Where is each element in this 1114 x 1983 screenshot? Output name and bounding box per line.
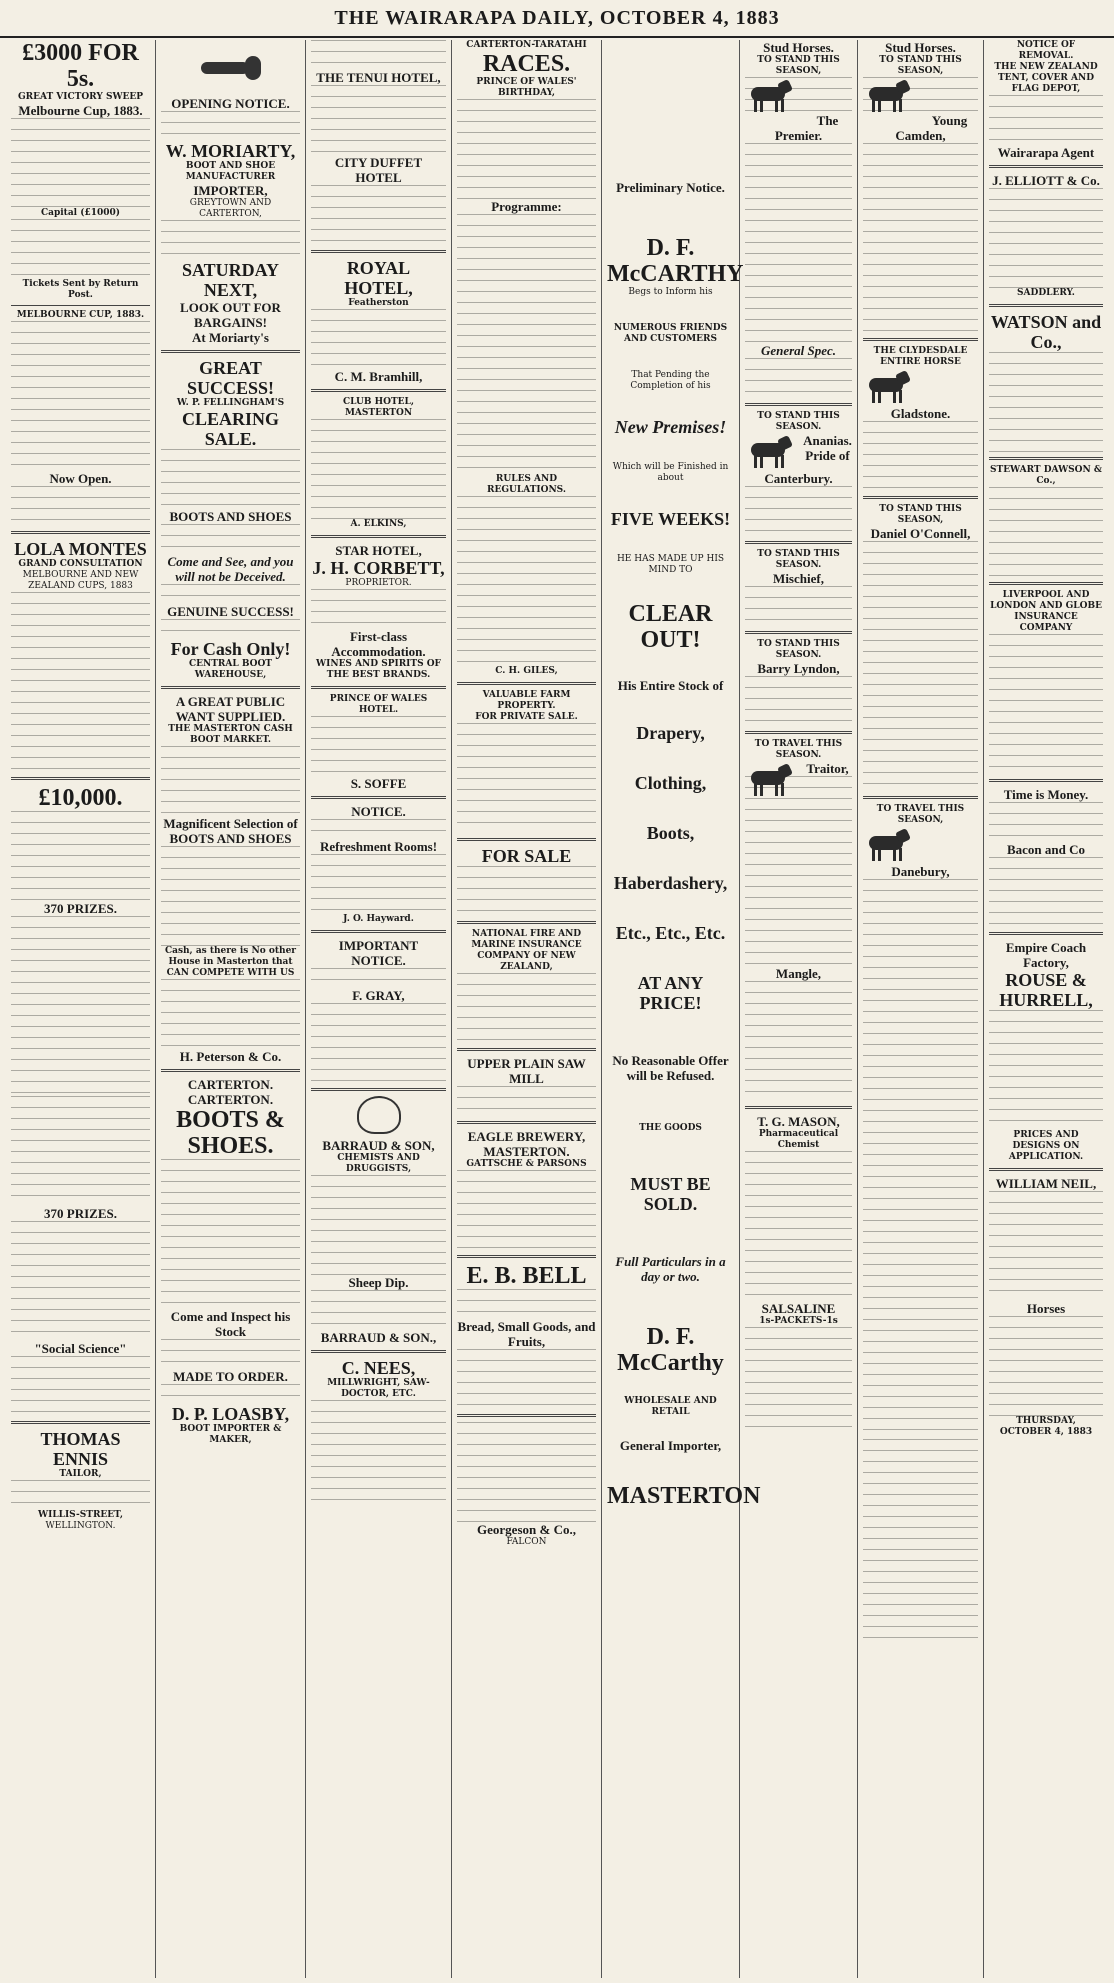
hayward: J. O. Hayward. — [343, 914, 414, 924]
made-up-mind: HE HAS MADE UP HIS MIND TO — [616, 554, 725, 575]
social-science: "Social Science" — [34, 1341, 127, 1356]
boots-shoes-big: BOOTS & SHOES. — [176, 1107, 285, 1159]
fellingham: W. P. FELLINGHAM'S — [176, 398, 285, 408]
danebury: Danebury, — [891, 864, 950, 879]
sweep-capital: Capital (£1000) — [40, 208, 121, 218]
tent-depot: THE NEW ZEALAND TENT, COVER AND FLAG DEPOT, — [994, 62, 1098, 94]
pending-completion: That Pending the Completion of his — [630, 370, 711, 391]
sweep-name: GREAT VICTORY SWEEP — [17, 92, 144, 102]
greytown-carterton: GREYTOWN AND CARTERTON, — [189, 198, 272, 219]
eagle-brewery: EAGLE BREWERY, MASTERTON. — [467, 1129, 586, 1159]
pharmaceutical-chemist: Pharmaceutical Chemist — [758, 1129, 839, 1150]
boots-and-shoes: BOOTS AND SHOES — [169, 509, 292, 524]
upper-plain-saw-mill: UPPER PLAIN SAW MILL — [467, 1056, 586, 1086]
salsaline: SALSALINE — [761, 1301, 836, 1316]
traitor: Traitor, — [806, 761, 849, 776]
prince-of-wales-hotel: PRINCE OF WALES HOTEL. — [329, 694, 428, 715]
come-and-see: Come and See, and you will not be Deceived. — [167, 554, 294, 584]
clydesdale: THE CLYDESDALE ENTIRE HORSE — [873, 346, 968, 367]
mccarthy-2: D. F. McCarthy — [617, 1324, 724, 1376]
liverpool-globe: LIVERPOOL AND LONDON AND GLOBE INSURANCE COMPANY — [990, 590, 1102, 633]
pointing-hand-icon — [201, 48, 261, 88]
for-cash-only: For Cash Only! — [170, 639, 291, 659]
cup-1883: MELBOURNE CUP, 1883. — [16, 310, 145, 320]
peterson: H. Peterson & Co. — [179, 1049, 282, 1064]
young-camden: Young Camden, — [895, 113, 968, 143]
chemists: CHEMISTS AND DRUGGISTS, — [337, 1153, 420, 1174]
preliminary-notice: Preliminary Notice. — [616, 180, 725, 195]
column-8 — [984, 40, 1108, 1978]
to-stand-3: TO STAND THIS SEASON. — [757, 549, 840, 570]
private-sale: FOR PRIVATE SALE. — [475, 712, 578, 722]
clearing-sale: CLEARING SALE. — [181, 409, 279, 449]
loasby: D. P. LOASBY, — [171, 1404, 290, 1424]
barraud-son-2: BARRAUD & SON., — [320, 1330, 437, 1345]
genuine-success: GENUINE SUCCESS! — [167, 604, 294, 619]
refreshment-rooms: Refreshment Rooms! — [319, 839, 438, 854]
at-moriartys: At Moriarty's — [192, 330, 269, 345]
for-sale: FOR SALE — [481, 846, 572, 866]
c-nees: C. NEES, — [341, 1358, 416, 1378]
ten-thousand: £10,000. — [38, 785, 123, 811]
tenui-hotel: THE TENUI HOTEL, — [316, 70, 441, 85]
full-particulars: Full Particulars in a day or two. — [615, 1254, 726, 1284]
entire-stock: His Entire Stock of — [617, 678, 724, 693]
national-insurance: NATIONAL FIRE AND MARINE INSURANCE COMPANY OF NEW ZEALAND, — [471, 929, 582, 972]
notice-removal: NOTICE OF REMOVAL. — [1016, 40, 1076, 61]
empire-coach: Empire Coach Factory, — [1005, 940, 1087, 970]
central-boot-warehouse: CENTRAL BOOT WAREHOUSE, — [188, 659, 273, 680]
carterton-x2: CARTERTON. CARTERTON. — [187, 1077, 274, 1107]
lola-montes: LOLA MONTES — [14, 539, 147, 559]
column-5 — [602, 40, 761, 1978]
inspect-stock: Come and Inspect his Stock — [170, 1309, 291, 1339]
column-1 — [6, 40, 156, 1978]
great-success: GREAT SUCCESS! — [186, 358, 275, 398]
must-be-sold: MUST BE SOLD. — [630, 1174, 711, 1214]
general-importer: General Importer, — [619, 1438, 722, 1453]
time-is-money: Time is Money. — [1003, 787, 1089, 802]
begs-inform: Begs to Inform his — [628, 287, 713, 297]
farm-property: VALUABLE FARM PROPERTY. — [482, 690, 571, 711]
elkins: A. ELKINS, — [350, 519, 407, 529]
haberdashery: Haberdashery, — [613, 873, 728, 893]
to-travel-1: TO TRAVEL THIS SEASON. — [754, 739, 843, 760]
finished-about: Which will be Finished in about — [612, 462, 729, 483]
to-stand-1: TO STAND THIS SEASON, — [757, 55, 840, 76]
city-duffet: CITY DUFFET HOTEL — [334, 155, 423, 185]
packets: 1s-PACKETS-1s — [759, 1316, 838, 1326]
millwright: MILLWRIGHT, SAW-DOCTOR, ETC. — [327, 1378, 430, 1399]
mangle: Mangle, — [775, 966, 822, 981]
etc: Etc., Etc., Etc. — [615, 923, 726, 943]
bread-goods-fruits: Bread, Small Goods, and Fruits, — [457, 1319, 596, 1349]
watson: WATSON and Co., — [990, 312, 1102, 352]
horse-icon-3 — [745, 763, 797, 797]
programme: Programme: — [491, 199, 562, 214]
magnificent-selection: Magnificent Selection of BOOTS AND SHOES — [163, 816, 298, 846]
daniel-oconnell: Daniel O'Connell, — [870, 526, 971, 541]
importer: IMPORTER, — [193, 183, 268, 198]
grand-consultation: GRAND CONSULTATION — [18, 559, 143, 569]
barry-lyndon: Barry Lyndon, — [757, 661, 840, 676]
moriarty: W. MORIARTY, — [165, 141, 296, 161]
important-notice: IMPORTANT NOTICE. — [338, 938, 419, 968]
clothing: Clothing, — [634, 773, 707, 793]
thomas-ennis: THOMAS ENNIS — [40, 1429, 121, 1469]
masterton: MASTERTON — [607, 1483, 761, 1509]
rouse-hurrell: ROUSE & HURRELL, — [999, 970, 1093, 1010]
look-out: LOOK OUT FOR BARGAINS! — [180, 300, 281, 330]
rules: RULES AND REGULATIONS. — [487, 474, 566, 495]
horse-icon-6 — [863, 828, 915, 862]
featherston: Featherston — [348, 298, 409, 308]
masthead-title: THE WAIRARAPA DAILY, OCTOBER 4, 1883 — [334, 7, 780, 29]
new-premises: New Premises! — [614, 417, 727, 437]
elliott: J. ELLIOTT & Co. — [992, 173, 1100, 188]
column-6 — [740, 40, 858, 1978]
saddlery: SADDLERY. — [1017, 288, 1075, 298]
the-premier: The Premier. — [774, 113, 839, 143]
royal-crest-icon — [357, 1096, 401, 1134]
public-want: A GREAT PUBLIC WANT SUPPLIED. — [175, 694, 286, 724]
stud-horses-2: Stud Horses. — [885, 40, 956, 55]
first-class-accom: First-class Accommodation. — [331, 629, 426, 659]
boot-importer: BOOT IMPORTER & MAKER, — [179, 1424, 282, 1445]
any-price: AT ANY PRICE! — [637, 973, 704, 1013]
general-spec: General Spec. — [760, 343, 837, 358]
horse-icon — [745, 79, 797, 113]
column-7 — [858, 40, 984, 1978]
willis-street: WILLIS-STREET, — [38, 1510, 123, 1520]
sweep-cup: Melbourne Cup, 1883. — [18, 103, 143, 118]
opening-notice: OPENING NOTICE. — [171, 96, 290, 111]
sheep-dip: Sheep Dip. — [348, 1275, 409, 1290]
prices-designs: PRICES AND DESIGNS ON APPLICATION. — [1008, 1130, 1084, 1162]
masthead — [0, 0, 1114, 38]
to-travel-2: TO TRAVEL THIS SEASON, — [876, 804, 965, 825]
tickets-return-post: Tickets Sent by Return Post. — [22, 279, 139, 300]
no-reasonable-offer: No Reasonable Offer will be Refused. — [612, 1053, 729, 1083]
races: RACES. — [482, 51, 571, 77]
now-open: Now Open. — [49, 471, 112, 486]
horses: Horses — [1026, 1301, 1066, 1316]
horse-icon-5 — [863, 370, 915, 404]
melb-nz-cups: MELBOURNE AND NEW ZEALAND CUPS, 1883 — [22, 570, 139, 591]
mischief: Mischief, — [773, 571, 824, 586]
club-hotel: CLUB HOTEL, MASTERTON — [343, 397, 414, 418]
column-4 — [452, 40, 602, 1978]
wholesale-retail: WHOLESALE AND RETAIL — [624, 1396, 717, 1417]
t-g-mason: T. G. MASON, — [757, 1114, 840, 1129]
ananias: Ananias. — [803, 433, 852, 448]
column-2 — [156, 40, 306, 1978]
370-prizes-2: 370 PRIZES. — [44, 1206, 117, 1221]
to-stand-6: TO STAND THIS SEASON, — [879, 504, 962, 525]
columns — [6, 40, 1108, 1978]
boots: Boots, — [646, 823, 695, 843]
wairarapa-agent: Wairarapa Agent — [997, 145, 1095, 160]
c-h-giles: C. H. GILES, — [495, 666, 558, 676]
falcon: FALCON — [506, 1537, 547, 1547]
f-gray: F. GRAY, — [352, 988, 405, 1003]
made-to-order: MADE TO ORDER. — [173, 1369, 288, 1384]
carterton-taratahi: CARTERTON-TARATAHI — [466, 40, 587, 50]
bramhill: C. M. Bramhill, — [334, 369, 423, 384]
to-stand-5: TO STAND THIS SEASON, — [879, 55, 962, 76]
royal-hotel: ROYAL HOTEL, — [344, 258, 413, 298]
bacon: Bacon and Co — [1006, 842, 1086, 857]
star-hotel: STAR HOTEL, — [335, 543, 422, 558]
horse-icon-2 — [745, 435, 797, 469]
boot-shoe-mfr: BOOT AND SHOE MANUFACTURER — [185, 161, 276, 182]
mccarthy: D. F. McCARTHY — [607, 235, 744, 287]
gladstone: Gladstone. — [890, 406, 951, 421]
cash-boot-market: THE MASTERTON CASH BOOT MARKET. — [168, 724, 293, 745]
pride-canterbury: Pride of Canterbury. — [764, 448, 850, 486]
soffe: S. SOFFE — [350, 776, 407, 791]
william-neil: WILLIAM NEIL, — [995, 1176, 1097, 1191]
tailor: TAILOR, — [59, 1469, 102, 1479]
gattsche-parsons: GATTSCHE & PARSONS — [466, 1159, 587, 1169]
stewart-dawson: STEWART DAWSON & Co., — [990, 465, 1102, 486]
stud-horses: Stud Horses. — [763, 40, 834, 55]
footer-date: THURSDAY, OCTOBER 4, 1883 — [999, 1416, 1093, 1437]
georgeson: Georgeson & Co., — [477, 1522, 576, 1537]
horse-icon-4 — [863, 79, 915, 113]
friends-customers: NUMEROUS FRIENDS AND CUSTOMERS — [613, 323, 728, 344]
to-stand-2: TO STAND THIS SEASON. — [757, 411, 840, 432]
clear-out: CLEAR OUT! — [628, 601, 713, 653]
e-b-bell: E. B. BELL — [466, 1263, 587, 1289]
prince-birthday: PRINCE OF WALES' BIRTHDAY, — [476, 77, 577, 98]
cash-compete: Cash, as there is No other House in Masterton that CAN COMPETE WITH US — [164, 946, 297, 978]
proprietor: PROPRIETOR. — [345, 578, 412, 588]
the-goods: THE GOODS — [639, 1123, 702, 1133]
notice: NOTICE. — [351, 804, 406, 819]
sweep-price: £3000 FOR 5s. — [22, 40, 139, 92]
370-prizes: 370 PRIZES. — [44, 901, 117, 916]
column-3 — [306, 40, 452, 1978]
to-stand-4: TO STAND THIS SEASON. — [757, 639, 840, 660]
five-weeks: FIVE WEEKS! — [610, 509, 731, 529]
corbett: J. H. CORBETT, — [312, 558, 445, 578]
drapery: Drapery, — [636, 723, 705, 743]
saturday-next: SATURDAY NEXT, — [181, 260, 280, 300]
barraud-son: BARRAUD & SON, — [322, 1138, 435, 1153]
wellington: WELLINGTON. — [45, 1521, 116, 1531]
wines-spirits: WINES AND SPIRITS OF THE BEST BRANDS. — [316, 659, 441, 680]
